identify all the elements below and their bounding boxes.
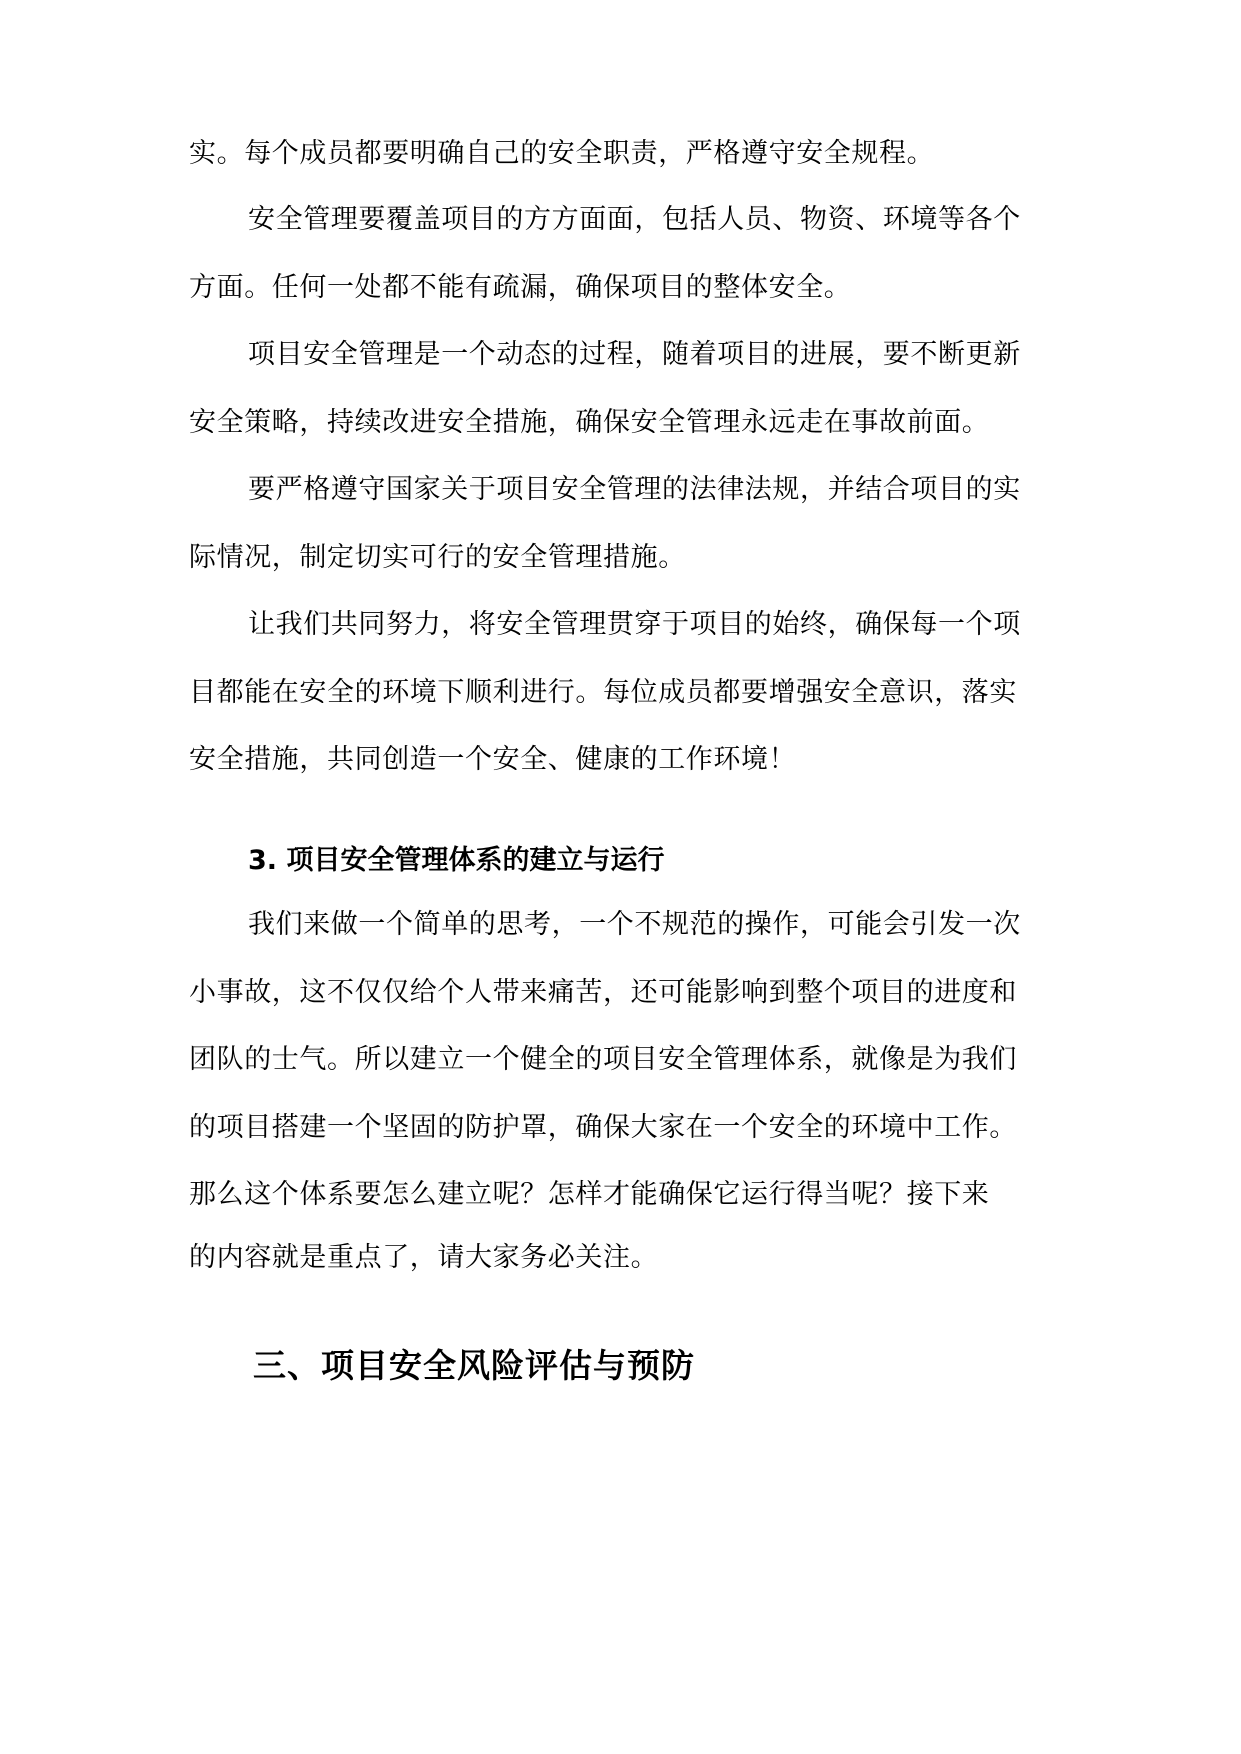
paragraph-line: 方面。任何一处都不能有疏漏，确保项目的整体安全。 (189, 272, 852, 303)
paragraph-line: 的项目搭建一个坚固的防护罩，确保大家在一个安全的环境中工作。 (189, 1112, 1017, 1143)
paragraph-line: 项目安全管理是一个动态的过程，随着项目的进展，要不断更新 (248, 339, 1021, 370)
paragraph-line: 安全策略，持续改进安全措施，确保安全管理永远走在事故前面。 (189, 407, 990, 438)
paragraph-line: 那么这个体系要怎么建立呢？怎样才能确保它运行得当呢？接下来 (189, 1179, 990, 1210)
paragraph-line: 的内容就是重点了，请大家务必关注。 (189, 1242, 659, 1273)
paragraph-line: 实。每个成员都要明确自己的安全职责，严格遵守安全规程。 (189, 138, 935, 169)
paragraph-line: 要严格遵守国家关于项目安全管理的法律法规，并结合项目的实 (248, 474, 1021, 505)
paragraph-line: 目都能在安全的环境下顺利进行。每位成员都要增强安全意识，落实 (189, 677, 1017, 708)
section-subheading: 3. 项目安全管理体系的建立与运行 (248, 845, 665, 876)
paragraph-line: 安全措施，共同创造一个安全、健康的工作环境！ (189, 744, 797, 775)
paragraph-line: 际情况，制定切实可行的安全管理措施。 (189, 542, 686, 573)
paragraph-line: 团队的士气。所以建立一个健全的项目安全管理体系，就像是为我们 (189, 1044, 1017, 1075)
paragraph-line: 小事故，这不仅仅给个人带来痛苦，还可能影响到整个项目的进度和 (189, 977, 1017, 1008)
paragraph-line: 让我们共同努力，将安全管理贯穿于项目的始终，确保每一个项 (248, 609, 1021, 640)
paragraph-line: 我们来做一个简单的思考，一个不规范的操作，可能会引发一次 (248, 909, 1021, 940)
paragraph-line: 安全管理要覆盖项目的方方面面，包括人员、物资、环境等各个 (248, 204, 1021, 235)
section-heading: 三、项目安全风险评估与预防 (253, 1346, 695, 1385)
